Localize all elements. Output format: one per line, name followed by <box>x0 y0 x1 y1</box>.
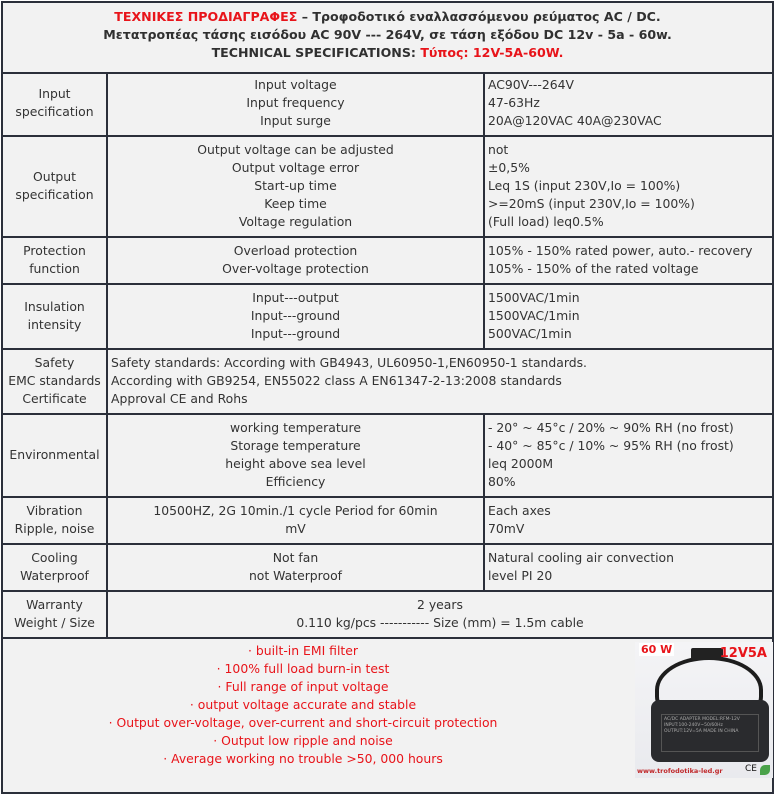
parameter-cell-line: Input---output <box>252 290 339 305</box>
value-cell-line: 105% - 150% rated power, auto.- recovery <box>488 243 753 258</box>
value-cell-line: not <box>488 142 509 157</box>
parameter-cell-line: not Waterproof <box>248 568 343 583</box>
value-cell <box>484 284 772 349</box>
header-title-english: TECHNICAL SPECIFICATIONS: <box>211 45 421 60</box>
standards-cell <box>107 349 772 414</box>
category-cell-line: Output <box>32 169 77 184</box>
parameter-cell-line: Input surge <box>260 113 331 128</box>
category-cell-line: Weight / Size <box>14 615 95 630</box>
warranty-weight-cell <box>107 591 772 638</box>
category-cell <box>3 497 107 544</box>
feature-item: · Full range of input voltage <box>217 679 389 694</box>
spec-row <box>3 237 772 284</box>
product-image <box>635 642 773 778</box>
category-cell-line: intensity <box>27 317 82 332</box>
feature-item: · 100% full load burn-in test <box>216 661 390 676</box>
value-cell <box>484 544 772 591</box>
value-cell-line: Leq 1S (input 230V,Io = 100%) <box>488 178 681 193</box>
parameter-cell-line: Over-voltage protection <box>222 261 369 276</box>
model-label: 12V5A <box>719 646 767 661</box>
category-cell <box>3 136 107 237</box>
value-cell-line: ±0,5% <box>488 160 530 175</box>
category-cell <box>3 591 107 638</box>
parameter-cell <box>107 72 484 136</box>
parameter-cell-line: Input---ground <box>250 326 341 341</box>
value-cell <box>484 497 772 544</box>
category-cell-line: Protection <box>23 243 86 258</box>
value-cell-line: 105% - 150% of the rated voltage <box>488 261 699 276</box>
category-cell-line: Vibration <box>26 503 83 518</box>
parameter-cell-line: height above sea level <box>225 456 366 471</box>
header-model-type: Τύπος: 12V-5A-60W. <box>420 45 564 60</box>
value-cell-line: 1500VAC/1min <box>488 290 580 305</box>
feature-item: · Output over-voltage, over-current and short-circuit protection <box>108 715 498 730</box>
feature-item: · built-in EMI filter <box>248 643 358 658</box>
category-cell-line: Certificate <box>22 391 87 406</box>
header-line-3 <box>3 44 772 62</box>
category-cell-line: Environmental <box>9 447 100 462</box>
value-cell-line: >=20mS (input 230V,Io = 100%) <box>488 196 695 211</box>
value-cell-line: - 20° ~ 45°c / 20% ~ 90% RH (no frost) <box>488 420 734 435</box>
category-cell-line: function <box>29 261 80 276</box>
warranty-weight-cell-line: 0.110 kg/pcs ----------- Size (mm) = 1.5m cable <box>296 615 584 630</box>
value-cell-line: 47-63Hz <box>488 95 540 110</box>
category-cell <box>3 284 107 349</box>
value-cell-line: - 40° ~ 85°c / 10% ~ 95% RH (no frost) <box>488 438 734 453</box>
feature-item: · Average working no trouble >50, 000 hours <box>163 751 443 766</box>
category-cell-line: specification <box>15 187 94 202</box>
parameter-cell <box>107 544 484 591</box>
category-cell-line: specification <box>15 104 94 119</box>
value-cell <box>484 414 772 497</box>
category-cell-line: Insulation <box>24 299 85 314</box>
header-line-2: Μετατροπέας τάσης εισόδου AC 90V --- 264V, σε τάση εξόδου DC 12v - 5a - 60w. <box>103 27 672 42</box>
parameter-cell-line: Keep time <box>264 196 327 211</box>
value-cell <box>484 136 772 237</box>
spec-row <box>3 497 772 544</box>
parameter-cell-line: Output voltage error <box>231 160 360 175</box>
dc-plug-graphic <box>691 648 723 660</box>
category-cell-line: Warranty <box>26 597 83 612</box>
parameter-cell-line: Voltage regulation <box>238 214 353 229</box>
parameter-cell-line: working temperature <box>230 420 361 435</box>
warranty-weight-cell-line: 2 years <box>417 597 463 612</box>
parameter-cell-line: Not fan <box>272 550 319 565</box>
value-cell <box>484 237 772 284</box>
value-cell-line: AC90V---264V <box>488 77 574 92</box>
feature-item: · Output low ripple and noise <box>213 733 393 748</box>
standards-cell-line: Approval CE and Rohs <box>111 391 248 406</box>
value-cell-line: 500VAC/1min <box>488 326 572 341</box>
parameter-cell-line: Efficiency <box>265 474 326 489</box>
category-cell <box>3 414 107 497</box>
header-title-greek: ΤΕΧΝΙΚΕΣ ΠΡΟΔΙΑΓΡΑΦΕΣ <box>114 9 298 24</box>
website-watermark: www.trofodotika-led.gr <box>637 767 723 775</box>
eco-leaf-icon <box>760 765 770 775</box>
value-cell <box>484 72 772 136</box>
spec-row <box>3 284 772 349</box>
parameter-cell-line: Start-up time <box>254 178 337 193</box>
parameter-cell-line: Output voltage can be adjusted <box>197 142 394 157</box>
parameter-cell <box>107 136 484 237</box>
feature-item: · output voltage accurate and stable <box>189 697 417 712</box>
value-cell-line: 1500VAC/1min <box>488 308 580 323</box>
parameter-cell-line: Input frequency <box>246 95 345 110</box>
parameter-cell <box>107 497 484 544</box>
value-cell-line: (Full load) leq0.5% <box>488 214 604 229</box>
spec-row <box>3 544 772 591</box>
header-line-1 <box>3 8 772 26</box>
value-cell-line: 70mV <box>488 521 525 536</box>
spec-row <box>3 591 772 638</box>
spec-header <box>3 3 772 74</box>
value-cell-line: level PI 20 <box>488 568 553 583</box>
spec-row <box>3 72 772 136</box>
watt-label: 60 W <box>641 643 673 656</box>
parameter-cell-line: 10500HZ, 2G 10min./1 cycle Period for 60min <box>153 503 438 518</box>
features-list <box>3 642 603 768</box>
value-cell-line: Each axes <box>488 503 551 518</box>
value-cell-line: Natural cooling air convection <box>488 550 674 565</box>
header-subtitle-greek: – Τροφοδοτικό εναλλασσόμενου ρεύματος AC / DC. <box>297 9 661 24</box>
category-cell-line: Ripple, noise <box>14 521 95 536</box>
features-section <box>3 637 772 794</box>
category-cell-line: Cooling <box>31 550 78 565</box>
parameter-cell-line: Storage temperature <box>230 438 361 453</box>
spec-table <box>3 72 772 639</box>
spec-row <box>3 349 772 414</box>
value-cell-line: leq 2000M <box>488 456 554 471</box>
value-cell-line: 20A@120VAC 40A@230VAC <box>488 113 662 128</box>
category-cell <box>3 349 107 414</box>
category-cell <box>3 544 107 591</box>
parameter-cell-line: Input---ground <box>250 308 341 323</box>
parameter-cell <box>107 414 484 497</box>
parameter-cell <box>107 237 484 284</box>
ce-mark-icon: CE <box>745 764 757 774</box>
parameter-cell-line: Input voltage <box>254 77 337 92</box>
spec-row <box>3 136 772 237</box>
category-cell-line: Waterproof <box>20 568 89 583</box>
category-cell <box>3 237 107 284</box>
standards-cell-line: According with GB9254, EN55022 class A EN61347-2-13:2008 standards <box>111 373 562 388</box>
parameter-cell-line: mV <box>285 521 306 536</box>
parameter-cell <box>107 284 484 349</box>
spec-row <box>3 414 772 497</box>
standards-cell-line: Safety standards: According with GB4943, UL60950-1,EN60950-1 standards. <box>111 355 587 370</box>
parameter-cell-line: Overload protection <box>233 243 358 258</box>
category-cell-line: Safety <box>34 355 75 370</box>
category-cell <box>3 72 107 136</box>
value-cell-line: 80% <box>488 474 516 489</box>
category-cell-line: Input <box>38 86 71 101</box>
adapter-label-text: AC/DC ADAPTER MODEL:RFM-12V INPUT:100-240V~50/60Hz OUTPUT:12V=5A MADE IN CHINA <box>661 714 759 752</box>
spec-sheet <box>1 1 774 794</box>
category-cell-line: EMC standards <box>8 373 101 388</box>
